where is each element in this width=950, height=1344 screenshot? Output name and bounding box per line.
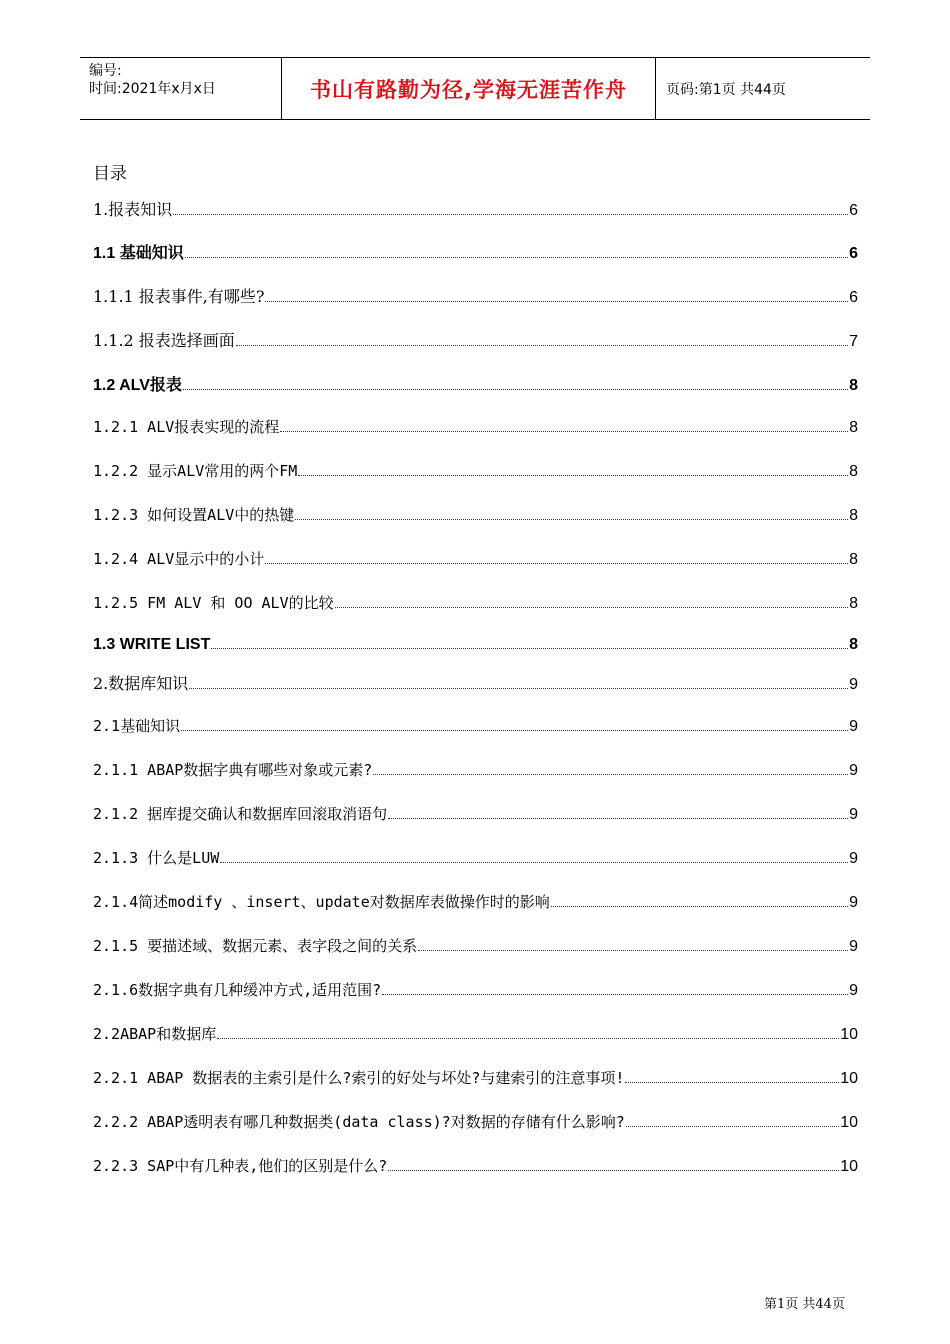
toc-entry-text: 1.2.4 ALV显示中的小计 — [93, 550, 265, 568]
toc-entry-page: 10 — [840, 1114, 858, 1131]
toc-entry-text: 2.2.2 ABAP透明表有哪几种数据类(data class)?对数据的存储有什么影响? — [93, 1113, 625, 1131]
toc-entry[interactable] — [93, 1067, 858, 1088]
toc-entry-page: 8 — [849, 419, 858, 436]
toc-entry[interactable] — [93, 1023, 858, 1044]
toc-entry-page: 9 — [849, 850, 858, 867]
toc-entry-page: 9 — [849, 676, 858, 693]
toc-entry-text: 1.1 基础知识 — [93, 245, 184, 262]
toc-dot-leader — [551, 906, 848, 907]
toc-dot-leader — [236, 345, 848, 346]
toc-entry-text: 1.1.1 报表事件,有哪些? — [93, 287, 265, 306]
toc-entry[interactable] — [93, 328, 858, 351]
toc-dot-leader — [295, 519, 848, 520]
toc-entry[interactable] — [93, 460, 858, 481]
toc-entry-text: 1.2 ALV报表 — [93, 377, 182, 394]
toc-dot-leader — [373, 774, 848, 775]
toc-entry-text: 2.2.3 SAP中有几种表,他们的区别是什么? — [93, 1157, 388, 1175]
toc-entry-page: 10 — [840, 1070, 858, 1087]
toc-entry-page: 10 — [840, 1158, 858, 1175]
toc-entry-text: 1.2.5 FM ALV 和 OO ALV的比较 — [93, 594, 334, 612]
toc-entry-text: 2.1.5 要描述域、数据元素、表字段之间的关系 — [93, 937, 418, 955]
toc-dot-leader — [418, 950, 848, 951]
toc-entry[interactable] — [93, 891, 858, 912]
toc-entry-text: 1.2.2 显示ALV常用的两个FM — [93, 462, 298, 480]
toc-dot-leader — [265, 563, 848, 564]
toc-dot-leader — [217, 1038, 839, 1039]
header-time-label: 时间:2021年x月x日 — [89, 81, 216, 97]
toc-dot-leader — [220, 862, 848, 863]
toc-entry-page: 7 — [849, 333, 858, 350]
toc-entry-page: 8 — [849, 551, 858, 568]
toc-entry[interactable] — [93, 1155, 858, 1176]
header-page-label: 页码:第1页 共44页 — [666, 81, 786, 98]
toc-entry-page: 9 — [849, 982, 858, 999]
toc-entry-page: 9 — [849, 718, 858, 735]
page-header — [80, 57, 870, 120]
toc-entry-page: 9 — [849, 894, 858, 911]
toc-entry-page: 9 — [849, 938, 858, 955]
toc-entry[interactable] — [93, 803, 858, 824]
header-motto: 书山有路勤为径,学海无涯苦作舟 — [310, 77, 627, 102]
toc-entry-text: 2.1.3 什么是LUW — [93, 849, 220, 867]
toc-entry[interactable] — [93, 372, 858, 395]
toc-entry-text: 1.2.3 如何设置ALV中的热键 — [93, 506, 295, 524]
toc-entry-text: 2.2.1 ABAP 数据表的主索引是什么?索引的好处与坏处?与建索引的注意事项! — [93, 1069, 625, 1087]
toc-dot-leader — [388, 818, 848, 819]
toc-dot-leader — [183, 389, 848, 390]
page-footer: 第1页 共44页 — [764, 1297, 845, 1312]
toc-dot-leader — [626, 1126, 839, 1127]
toc-entry-text: 1.3 WRITE LIST — [93, 636, 211, 653]
toc-entry[interactable] — [93, 592, 858, 613]
toc-entry[interactable] — [93, 847, 858, 868]
toc-entry-text: 2.1.2 据库提交确认和数据库回滚取消语句 — [93, 805, 388, 823]
header-number-label: 编号: — [89, 63, 122, 79]
toc-entry[interactable] — [93, 715, 858, 736]
toc-entry-page: 9 — [849, 762, 858, 779]
toc-dot-leader — [335, 607, 848, 608]
toc-dot-leader — [185, 257, 848, 258]
toc-dot-leader — [211, 648, 848, 649]
toc-entry-text: 1.2.1 ALV报表实现的流程 — [93, 418, 280, 436]
toc-entry-page: 6 — [849, 202, 858, 219]
toc-entry-page: 8 — [849, 463, 858, 480]
toc-entry-page: 6 — [849, 245, 858, 262]
toc-entry-page: 10 — [840, 1026, 858, 1043]
toc-entry-text: 2.2ABAP和数据库 — [93, 1025, 217, 1043]
toc-dot-leader — [189, 688, 848, 689]
toc-dot-leader — [388, 1170, 839, 1171]
header-motto-cell — [282, 58, 656, 119]
toc-dot-leader — [280, 431, 848, 432]
toc-entry[interactable] — [93, 504, 858, 525]
toc-entry-text: 1.1.2 报表选择画面 — [93, 331, 235, 350]
toc-entry[interactable] — [93, 979, 858, 1000]
toc-entry[interactable] — [93, 240, 858, 263]
toc-entry-text: 2.1.6数据字典有几种缓冲方式,适用范围? — [93, 981, 382, 999]
toc-entry-page: 8 — [849, 595, 858, 612]
toc-entry[interactable] — [93, 197, 858, 220]
header-page-cell — [656, 58, 870, 119]
toc-entry[interactable] — [93, 284, 858, 307]
toc-dot-leader — [173, 214, 848, 215]
toc-entry-text: 2.1基础知识 — [93, 717, 181, 735]
toc-entry[interactable] — [93, 416, 858, 437]
toc-entry[interactable] — [93, 935, 858, 956]
toc-dot-leader — [265, 301, 848, 302]
toc-entry[interactable] — [93, 1111, 858, 1132]
toc-entry[interactable] — [93, 636, 858, 654]
toc-entry[interactable] — [93, 759, 858, 780]
toc-entry-page: 9 — [849, 806, 858, 823]
toc-entry-text: 1.报表知识 — [93, 200, 173, 219]
toc-entry-text: 2.1.4简述modify 、insert、update对数据库表做操作时的影响 — [93, 893, 550, 911]
toc-entry[interactable] — [93, 548, 858, 569]
toc-title: 目录 — [93, 164, 127, 184]
toc-entry-page: 6 — [849, 289, 858, 306]
toc-entry-page: 8 — [849, 507, 858, 524]
toc-dot-leader — [181, 730, 848, 731]
toc-entry-page: 8 — [849, 377, 858, 394]
toc-dot-leader — [625, 1082, 839, 1083]
toc-entry-text: 2.数据库知识 — [93, 674, 189, 693]
toc-entry[interactable] — [93, 671, 858, 694]
toc-entry-text: 2.1.1 ABAP数据字典有哪些对象或元素? — [93, 761, 373, 779]
toc-dot-leader — [298, 475, 848, 476]
toc-dot-leader — [382, 994, 848, 995]
toc-entry-page: 8 — [849, 636, 858, 653]
header-meta-cell — [80, 58, 282, 119]
